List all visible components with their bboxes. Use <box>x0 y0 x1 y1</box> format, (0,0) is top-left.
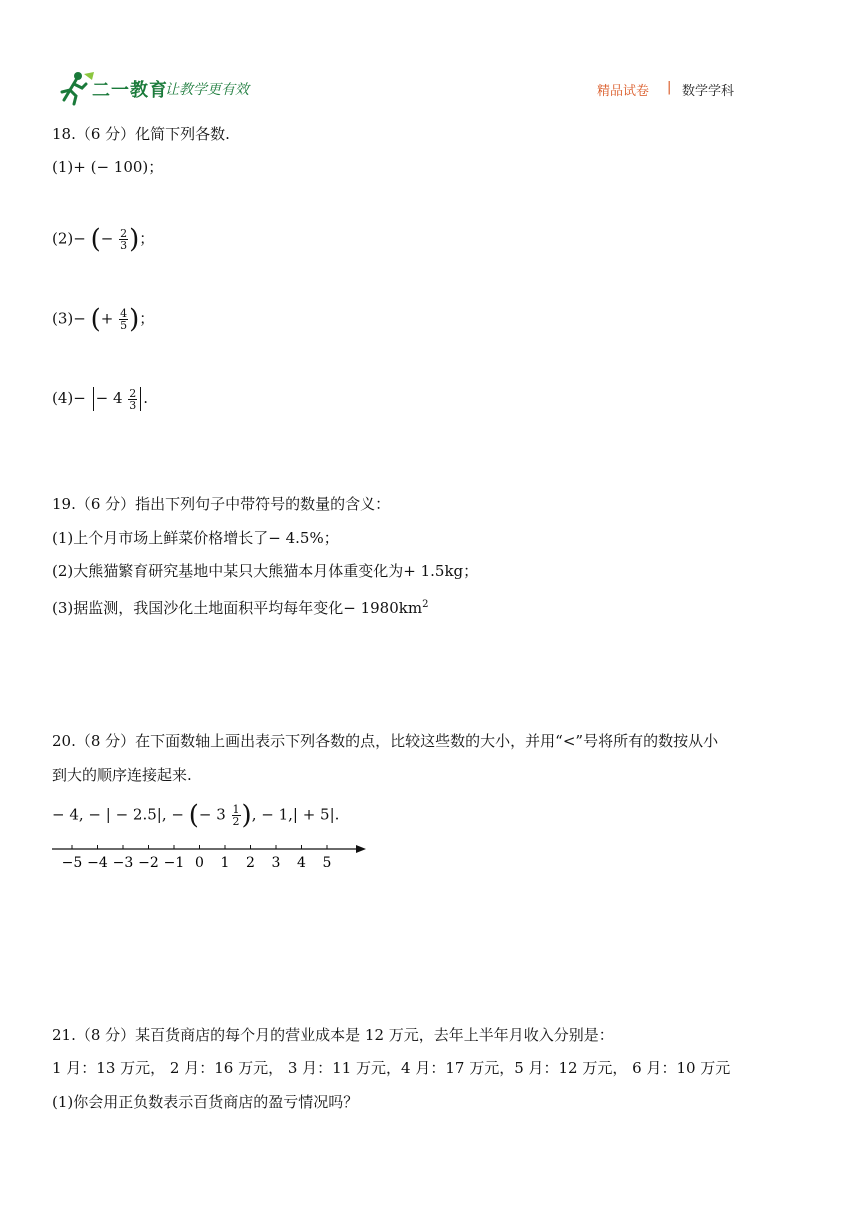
q20-numbers-inner: − 3 <box>198 805 226 824</box>
q18-item-1-expr: + (− 100)； <box>73 158 164 176</box>
q20-numbers-a: − 4, − | − 2.5|, − <box>52 805 184 824</box>
q18-item-1-label: (1) <box>52 158 74 176</box>
header-subject: 数学学科 <box>682 84 735 99</box>
number-line-tick-label: 0 <box>195 855 204 871</box>
q20-title-line-2: 到大的顺序连接起来. <box>52 766 192 784</box>
q18-item-4-label: (4) <box>52 389 74 407</box>
q18-item-3-tail: ； <box>139 309 155 328</box>
q18-item-4-fraction: $\frac{2}{3}$ <box>129 386 137 412</box>
number-line-tick-label: 3 <box>271 855 281 871</box>
q18-item-2-inner-sign: − <box>100 229 114 248</box>
number-line-tick-label: −1 <box>163 855 185 871</box>
number-line-tick-label: 2 <box>246 855 255 871</box>
q18-item-3-sign: − <box>73 309 86 328</box>
q18-item-3-inner-sign: + <box>100 309 114 328</box>
q19-item-3-text: (3)据监测，我国沙化土地面积平均每年变化− 1980km <box>52 599 423 617</box>
q19-item-3 <box>52 595 428 618</box>
runner-logo-icon <box>56 70 96 106</box>
q18-title: 18.（6 分）化简下列各数. <box>52 125 230 143</box>
q18-item-2-sign: − <box>73 229 86 248</box>
brand-slogan: 让教学更有效 <box>165 82 249 98</box>
number-line-tick-label: −2 <box>138 855 159 871</box>
q18-item-2-tail: ； <box>139 229 155 248</box>
q20-numbers-fraction: $\frac{1}{2}$ <box>232 803 240 828</box>
q18-item-4-sign: − <box>73 389 86 407</box>
q18-item-4-inner: − 4 <box>95 389 123 407</box>
q18-item-3-fraction: $\frac{4}{5}$ <box>120 307 128 332</box>
number-line-tick-label: −3 <box>112 855 134 871</box>
header-separator: | <box>667 80 672 95</box>
q21-item-1: (1)你会用正负数表示百货商店的盈亏情况吗？ <box>52 1093 359 1111</box>
q18-item-2-label: (2) <box>52 229 74 248</box>
q19-item-1: (1)上个月市场上鲜菜价格增长了− 4.5%； <box>52 529 339 547</box>
q20-numbers-b: , − 1,| + 5|. <box>251 805 340 824</box>
number-line-arrow-icon <box>356 845 366 853</box>
q18-item-3-label: (3) <box>52 309 74 328</box>
q19-item-3-exponent: 2 <box>422 599 429 610</box>
number-line-tick-label: 1 <box>220 855 230 871</box>
q18-item-4-tail: . <box>143 389 149 407</box>
q21-title: 21.（8 分）某百货商店的每个月的营业成本是 12 万元，去年上半年月收入分别是： <box>52 1026 614 1044</box>
q19-item-2: (2)大熊猫繁育研究基地中某只大熊猫本月体重变化为+ 1.5kg； <box>52 562 479 580</box>
number-line-tick-label: 5 <box>322 855 332 871</box>
q21-months: 1 月：13 万元， 2 月：16 万元， 3 月：11 万元，4 月：17 万元，5 月：12 万元， 6 月：10 万元 <box>52 1059 731 1077</box>
number-line-tick-label: −4 <box>87 855 108 871</box>
q18-item-4 <box>52 387 148 411</box>
q18-item-3: (3)− (+ $\frac{4}{5}$ )； <box>52 304 155 335</box>
q18-item-2: (2)− (− $\frac{2}{3}$ )； <box>52 224 155 255</box>
header-tag: 精品试卷 <box>597 84 650 99</box>
number-line-tick-label: −5 <box>61 855 83 871</box>
q18-item-2-fraction: $\frac{2}{3}$ <box>120 227 128 252</box>
number-line <box>50 840 370 872</box>
q18-item-1 <box>52 157 163 177</box>
number-line-tick-label: 4 <box>297 855 306 871</box>
q20-numbers: − 4, − | − 2.5|, − (− 3 $\frac{1}{2}$ ), − 1,| + 5|. <box>52 800 340 831</box>
q20-title-line-1: 20.（8 分）在下面数轴上画出表示下列各数的点，比较这些数的大小，并用“<”号将所有的数按从小 <box>52 732 719 750</box>
brand-name: 二一教育 <box>92 80 168 101</box>
q19-title: 19.（6 分）指出下列句子中带符号的数量的含义： <box>52 495 391 513</box>
